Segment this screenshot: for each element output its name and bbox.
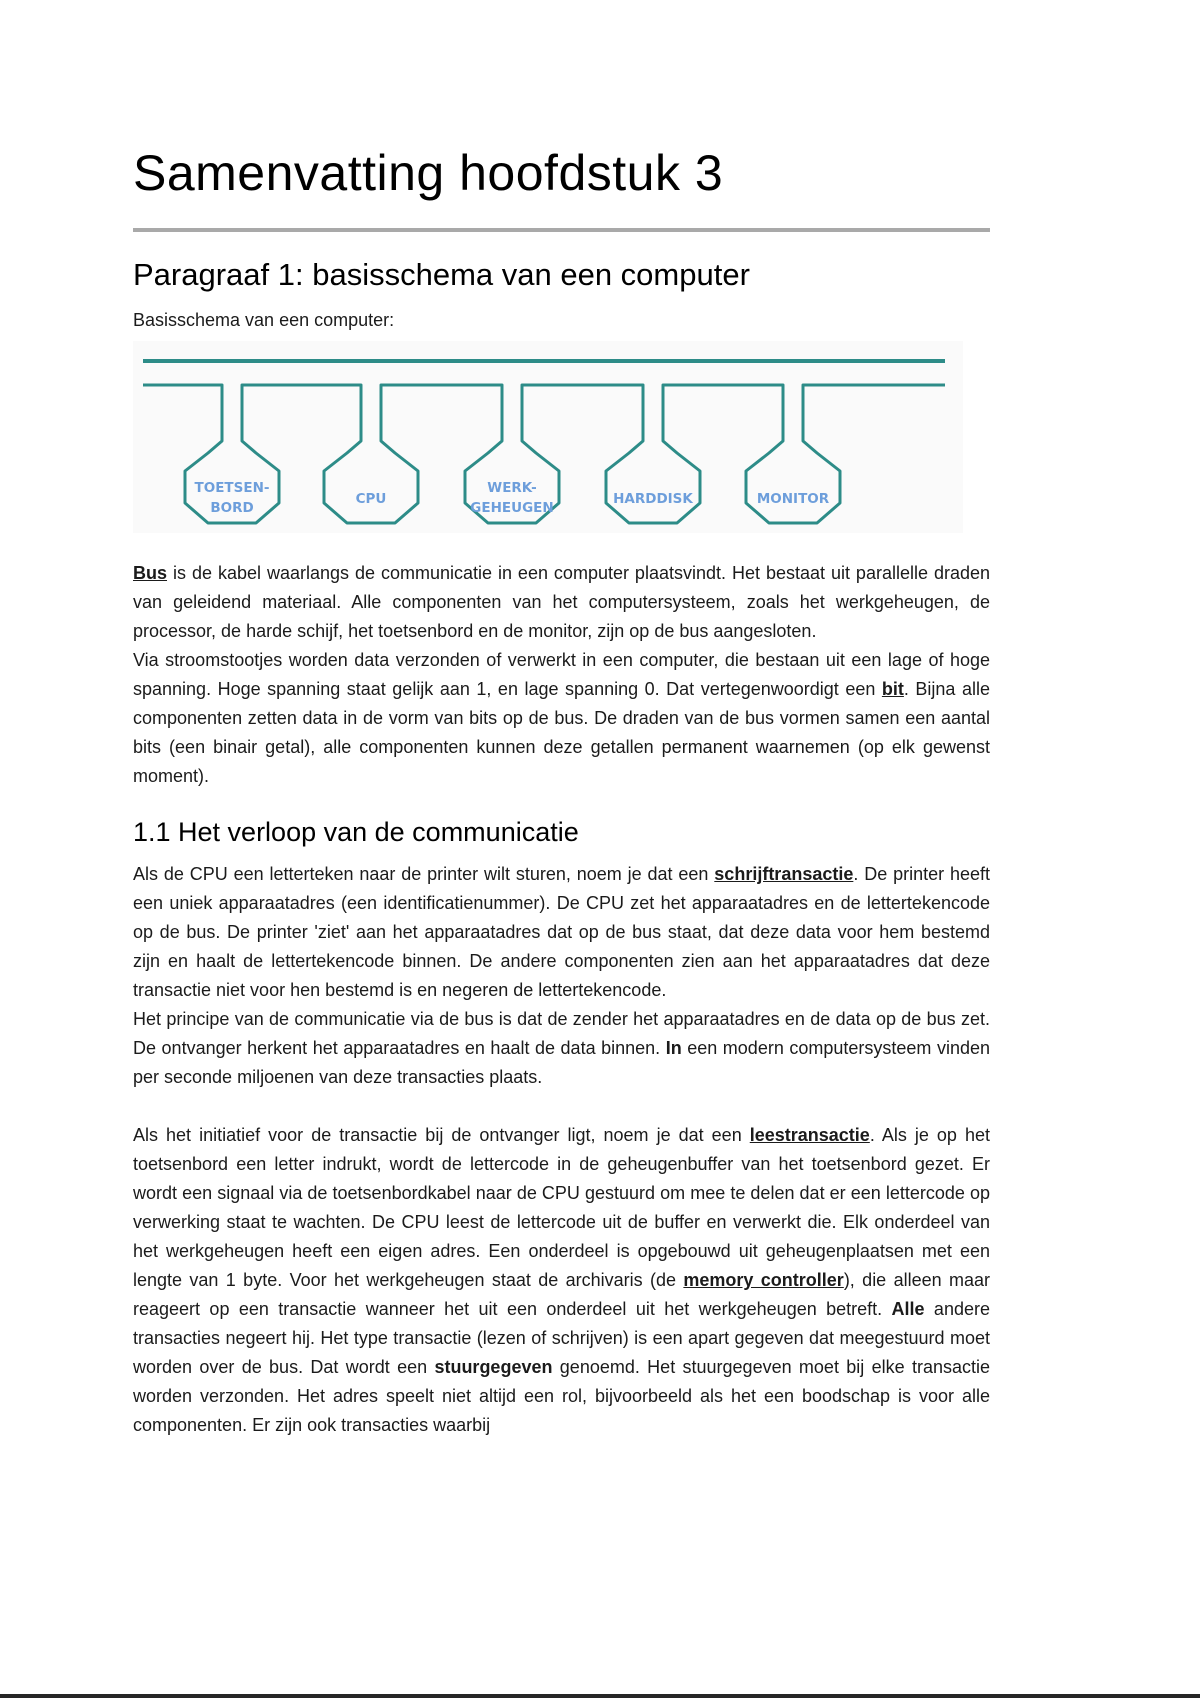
emphasized-term: Alle: [891, 1299, 925, 1319]
component-label: TOETSEN-: [194, 480, 270, 496]
component-label: MONITOR: [756, 491, 830, 507]
text-run: genoemd. Het stuurgegeven moet bij elke transactie worden verzonden. Het adres speelt niet altijd een rol, bijvoorbeeld als het een boodschap is voor alle componenten. Er zijn ook transacties waarbij: [133, 1357, 990, 1435]
emphasized-term: In: [665, 1038, 682, 1058]
paragraph-bits: [133, 646, 990, 791]
emphasized-term: Bus: [133, 563, 168, 583]
title-divider: [133, 228, 990, 232]
component-label: BORD: [210, 500, 254, 516]
page-bottom-edge: [0, 1694, 1200, 1698]
emphasized-term: bit: [881, 679, 904, 699]
text-run: Het principe van de communicatie via de bus is dat de zender het apparaatadres en de data op de bus zet. De ontvanger herkent het apparaatadres en haalt de data binnen.: [133, 1009, 990, 1058]
paragraph-leestransactie: [133, 1121, 990, 1440]
emphasized-term: memory controller: [683, 1270, 844, 1290]
section-heading: Paragraaf 1: basisschema van een computer: [133, 257, 750, 292]
intro-line: Basisschema van een computer:: [133, 310, 395, 330]
text-run: Via stroomstootjes worden data verzonden of verwerkt in een computer, die bestaan uit een lage of hoge spanning. Hoge spanning staat gelijk aan 1, en lage spanning 0. Dat vertegenwoordigt een: [133, 650, 990, 699]
subsection-heading: 1.1 Het verloop van de communicatie: [133, 817, 579, 847]
document-title: Samenvatting hoofdstuk 3: [133, 145, 724, 201]
emphasized-term: schrijftransactie: [714, 864, 854, 884]
bus-diagram: [133, 341, 963, 533]
component-label: WERK-: [487, 480, 537, 496]
text-run: . Als je op het toetsenbord een letter indrukt, wordt de lettercode in de geheugenbuffer van het toetsenbord gezet. Er wordt een signaal via de toetsenbordkabel naar de CPU gestuurd om mee te delen dat er een lettercode op verwerking staat te wachten. De CPU leest de lettercode uit de buffer en verwerkt die. Elk onderdeel van het werkgeheugen heeft een eigen adres. Een onderdeel is opgebouwd uit geheugenplaatsen met een lengte van 1 byte. Voor het werkgeheugen staat de archivaris (de: [133, 1125, 990, 1290]
paragraph-schrijftransactie: [133, 860, 990, 1005]
text-run: een modern computersysteem vinden per seconde miljoenen van deze transacties plaats.: [133, 1038, 990, 1087]
text-run: . De printer heeft een uniek apparaatadres (een identificatienummer). De CPU zet het apparaatadres en de lettertekencode op de bus. De printer 'ziet' aan het apparaatadres dat op de bus staat, dat deze data voor hem bestemd zijn en haalt de lettertekencode binnen. De andere componenten zien aan het apparaatadres dat deze transactie niet voor hen bestemd is en negeren de lettertekencode.: [133, 864, 990, 1000]
component-label: CPU: [355, 491, 387, 507]
text-run: . Bijna alle componenten zetten data in de vorm van bits op de bus. De draden van de bus vormen samen een aantal bits (een binair getal), alle componenten kunnen deze getallen permanent waarnemen (op elk gewenst moment).: [133, 679, 990, 786]
paragraph-principe: [133, 1005, 990, 1092]
text-run: andere transacties negeert hij. Het type transactie (lezen of schrijven) is een apart gegeven dat meegestuurd moet worden over de bus. Dat wordt een: [133, 1299, 990, 1377]
emphasized-term: stuurgegeven: [434, 1357, 553, 1377]
bus-diagram-svg: [133, 341, 963, 533]
component-label: HARDDISK: [613, 491, 693, 507]
text-run: Als de CPU een letterteken naar de printer wilt sturen, noem je dat een: [133, 864, 715, 884]
component-label: GEHEUGEN: [470, 500, 554, 516]
emphasized-term: leestransactie: [749, 1125, 870, 1145]
text-run: is de kabel waarlangs de communicatie in een computer plaatsvindt. Het bestaat uit parallelle draden van geleidend materiaal. Alle componenten van het computersysteem, zoals het werkgeheugen, de processor, de harde schijf, het toetsenbord en de monitor, zijn op de bus aangesloten.: [133, 563, 990, 641]
text-run: Als het initiatief voor de transactie bij de ontvanger ligt, noem je dat een: [133, 1125, 750, 1145]
text-run: ), die alleen maar reageert op een transactie wanneer het uit een onderdeel uit het werkgeheugen betreft.: [133, 1270, 990, 1319]
paragraph-bus: [133, 559, 990, 646]
